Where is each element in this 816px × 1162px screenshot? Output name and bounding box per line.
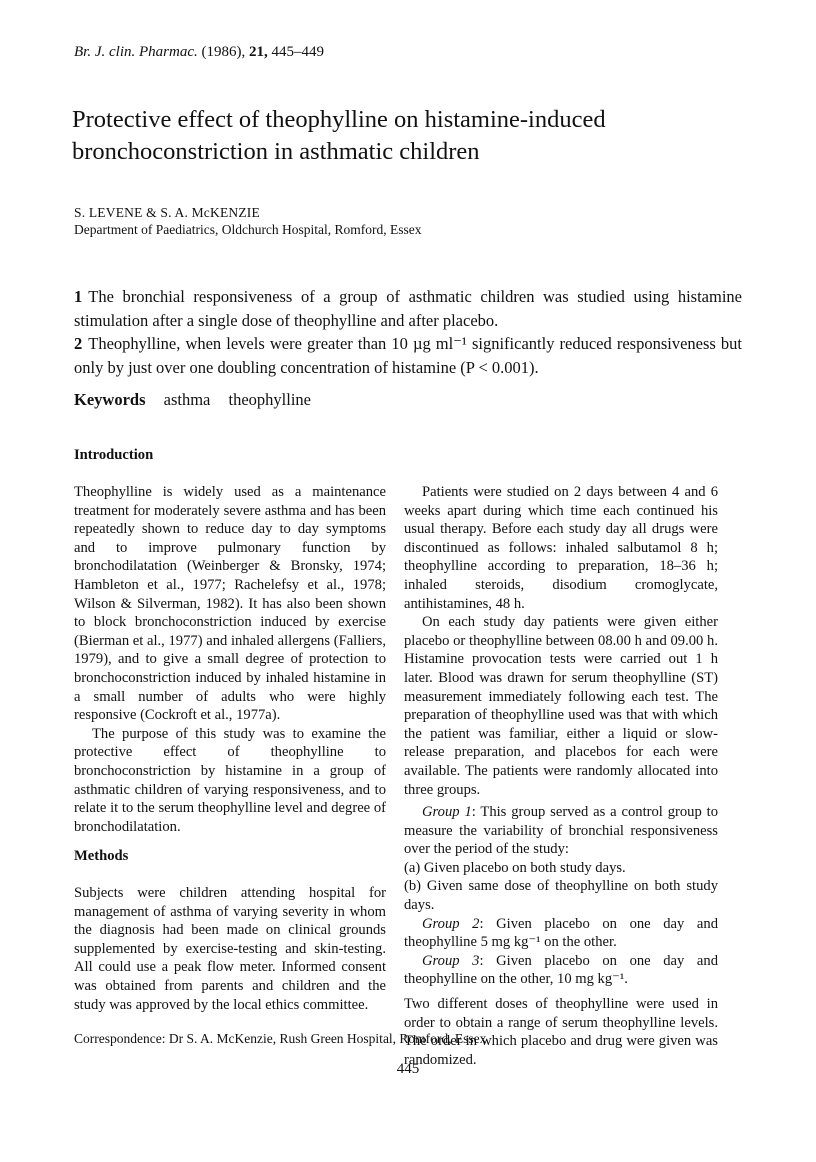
keywords-label: Keywords bbox=[74, 390, 146, 409]
study-days-paragraph: Patients were studied on 2 days between 4 and 6 weeks apart during which time each continued his usual therapy. Before each study day all drugs were discontinued as follows: inhaled salbutamol 8 h; theophylline according to preparation, 18–36 h; inhaled steroids, disodium cromoglycate, antihistamines, 48 h. bbox=[404, 484, 718, 612]
abstract bbox=[74, 285, 742, 379]
methods-body bbox=[74, 884, 386, 1014]
group-1-text: : This group served as a control group to measure the variability of bronchial responsiveness over the period of the study: bbox=[404, 804, 718, 858]
journal-citation bbox=[74, 44, 324, 61]
affiliation: Department of Paediatrics, Oldchurch Hospital, Romford, Essex bbox=[74, 222, 422, 237]
page-number: 445 bbox=[396, 1061, 420, 1077]
group-3-label: Group 3 bbox=[422, 952, 480, 969]
group-3-paragraph bbox=[404, 952, 718, 989]
group-1-label: Group 1 bbox=[422, 804, 472, 821]
title-line-2: bronchoconstriction in asthmatic children bbox=[72, 138, 480, 165]
methods-paragraph-1: Subjects were children attending hospital for management of asthma of varying severity in whom the diagnosis had been made on clinical grounds supplemented by exercise-testing and skin-testing. All could use a peak flow meter. Informed consent was obtained from parents and children and the study was approved by the local ethics committee. bbox=[74, 885, 386, 1013]
journal-name: Br. J. clin. Pharmac. bbox=[74, 44, 198, 60]
abstract-point-number: 2 bbox=[74, 334, 83, 353]
article-title bbox=[72, 104, 772, 168]
journal-pages: 445–449 bbox=[271, 44, 324, 60]
group-2-label: Group 2 bbox=[422, 915, 480, 932]
abstract-point-number: 1 bbox=[74, 287, 83, 306]
abstract-point-1 bbox=[74, 285, 742, 332]
doses-paragraph: Two different doses of theophylline were used in order to obtain a range of serum theophylline levels. The order in which placebo and drug were given was randomized. bbox=[404, 996, 718, 1068]
group-2-text: : Given placebo on one day and theophylline 5 mg kg⁻¹ on the other. bbox=[404, 915, 718, 951]
authors: S. LEVENE & S. A. McKENZIE bbox=[74, 205, 260, 220]
journal-year: (1986), bbox=[201, 44, 246, 60]
intro-paragraph-2: The purpose of this study was to examine the protective effect of theophylline to bronchoconstriction by histamine in a group of asthmatic children of varying responsiveness, and to relate it to the serum theophylline level and degree of bronchodilatation. bbox=[74, 725, 386, 835]
group-1-paragraph bbox=[404, 803, 718, 859]
introduction-heading: Introduction bbox=[74, 447, 154, 463]
journal-volume: 21, bbox=[248, 44, 268, 60]
intro-paragraph-1: Theophylline is widely used as a maintenance treatment for moderately severe asthma and has been repeatedly shown to reduce day to day symptoms and to improve pulmonary function by bronchodilatation (Weinberger & Bronsky, 1974; Hambleton et al., 1977; Rachelefsy et al., 1978; Wilson & Silverman, 1982). It has also been shown to block bronchoconstriction induced by exercise (Bierman et al., 1977) and inhaled allergens (Falliers, 1979), and to give a small degree of protection to bronchoconstriction induced by inhaled histamine in a small number of adults who were highly responsive (Cockroft et al., 1977a). bbox=[74, 484, 386, 724]
abstract-point-text: The bronchial responsiveness of a group of asthmatic children was studied using histamine stimulation after a single dose of theophylline and after placebo. bbox=[74, 287, 742, 330]
introduction-body bbox=[74, 483, 386, 836]
methods-heading: Methods bbox=[74, 848, 129, 864]
group-1a-item: (a) Given placebo on both study days. bbox=[404, 859, 626, 876]
keyword: asthma bbox=[163, 390, 211, 409]
study-procedure-paragraph: On each study day patients were given either placebo or theophylline between 08.00 h and 09.00 h. Histamine provocation tests were carried out 1 h later. Blood was drawn for serum theophylline (ST) measurement immediately following each test. The preparation of theophylline used was that with which the patient was familiar, either a liquid or slow-release preparation, and placebos for each were available. The patients were randomly allocated into three groups. bbox=[404, 614, 718, 798]
keywords bbox=[74, 390, 325, 410]
group-2-paragraph bbox=[404, 915, 718, 952]
abstract-point-2 bbox=[74, 332, 742, 379]
group-3-text: : Given placebo on one day and theophylline on the other, 10 mg kg⁻¹. bbox=[404, 952, 718, 988]
correspondence: Correspondence: Dr S. A. McKenzie, Rush Green Hospital, Romford, Essex bbox=[74, 1031, 487, 1046]
methods-continued bbox=[404, 483, 718, 1069]
title-line-1: Protective effect of theophylline on histamine-induced bbox=[72, 106, 606, 133]
group-1b-item: (b) Given same dose of theophylline on both study days. bbox=[404, 878, 718, 914]
abstract-point-text: Theophylline, when levels were greater than 10 µg ml⁻¹ significantly reduced responsiveness but only by just over one doubling concentration of histamine (P < 0.001). bbox=[74, 334, 742, 377]
keyword: theophylline bbox=[228, 390, 311, 409]
